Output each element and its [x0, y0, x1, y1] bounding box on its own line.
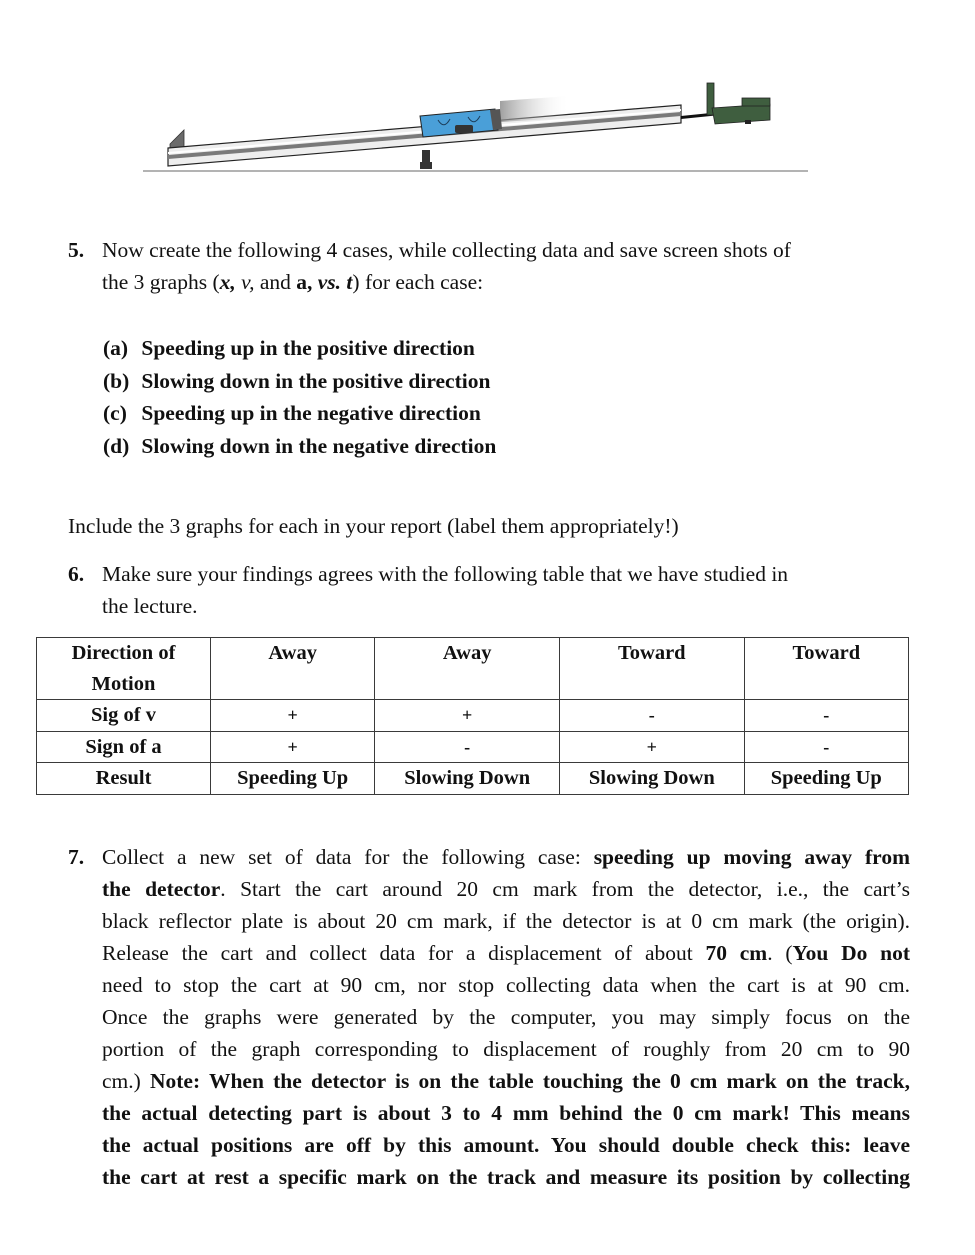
table-cell: - — [375, 731, 560, 763]
motion-detector — [712, 104, 770, 124]
table-cell: + — [559, 731, 744, 763]
case-c: (c) Speeding up in the negative direction — [103, 401, 481, 425]
track-cart-figure — [140, 68, 820, 178]
include-graphs-note: Include the 3 graphs for each in your report (label them appropriately!) — [68, 514, 679, 538]
item-5-line-2: the 3 graphs (x, v, and a, vs. t) for each case: — [102, 270, 484, 294]
table-cell: - — [744, 700, 908, 732]
table-row — [37, 638, 909, 700]
table-cell: Away — [211, 638, 375, 700]
row-header: Direction of Motion — [37, 638, 211, 700]
item-5-text — [102, 234, 898, 298]
table-cell: Slowing Down — [559, 763, 744, 795]
row-header: Sign of a — [37, 731, 211, 763]
table-cell: - — [559, 700, 744, 732]
case-a: (a) Speeding up in the positive direction — [103, 336, 475, 360]
table-row — [37, 700, 909, 732]
case-b: (b) Slowing down in the positive direction — [103, 368, 491, 393]
table-cell: - — [744, 731, 908, 763]
table-row — [37, 763, 909, 795]
table-cell: + — [375, 700, 560, 732]
item-number: 5. — [68, 238, 85, 262]
table-cell: + — [211, 700, 375, 732]
table-cell: Toward — [744, 638, 908, 700]
item-6-line-1: Make sure your findings agrees with the following table that we have studied in — [102, 562, 789, 586]
case-list — [103, 332, 496, 462]
row-header: Sig of v — [37, 700, 211, 732]
track-illustration — [140, 68, 820, 178]
item-number: 7. — [68, 845, 85, 869]
table-cell: Away — [375, 638, 560, 700]
motion-sign-table — [36, 637, 909, 795]
item-number: 6. — [68, 562, 85, 586]
table-cell: Toward — [559, 638, 744, 700]
table-cell: Speeding Up — [744, 763, 908, 795]
case-d: (d) Slowing down in the negative direction — [103, 433, 497, 458]
item-5-line-1: Now create the following 4 cases, while collecting data and save screen shots of — [102, 238, 791, 262]
item-7-text: Collect a new set of data for the following case: speeding up moving away from the detector. Start the cart around 20 cm mark from the detector, i.e., the cart’s black reflector plate is about 20 cm mark, if the detector is at 0 cm mark (the origin). Release the cart and collect data for a displacement of about 70 cm. (You Do not need to stop the cart at 90 cm, nor stop collecting data when the cart is at 90 cm. Once the graphs were generated by the computer, you may simply focus on the portion of the graph corresponding to displacement of roughly from 20 cm to 90 cm.) Note: When the detector is on the table touching the 0 cm mark on the track, the actual detecting part is about 3 to 4 mm behind the 0 cm mark! This means the actual positions are off by this amount. You should double check this: leave the cart at rest a specific mark on the track and measure its position by collecting — [102, 845, 911, 1189]
table-cell: Slowing Down — [375, 763, 560, 795]
table-cell: + — [211, 731, 375, 763]
row-header: Result — [37, 763, 211, 795]
table-cell: Speeding Up — [211, 763, 375, 795]
item-6-line-2: the lecture. — [102, 594, 198, 618]
table-row — [37, 731, 909, 763]
track-stand — [422, 150, 430, 162]
